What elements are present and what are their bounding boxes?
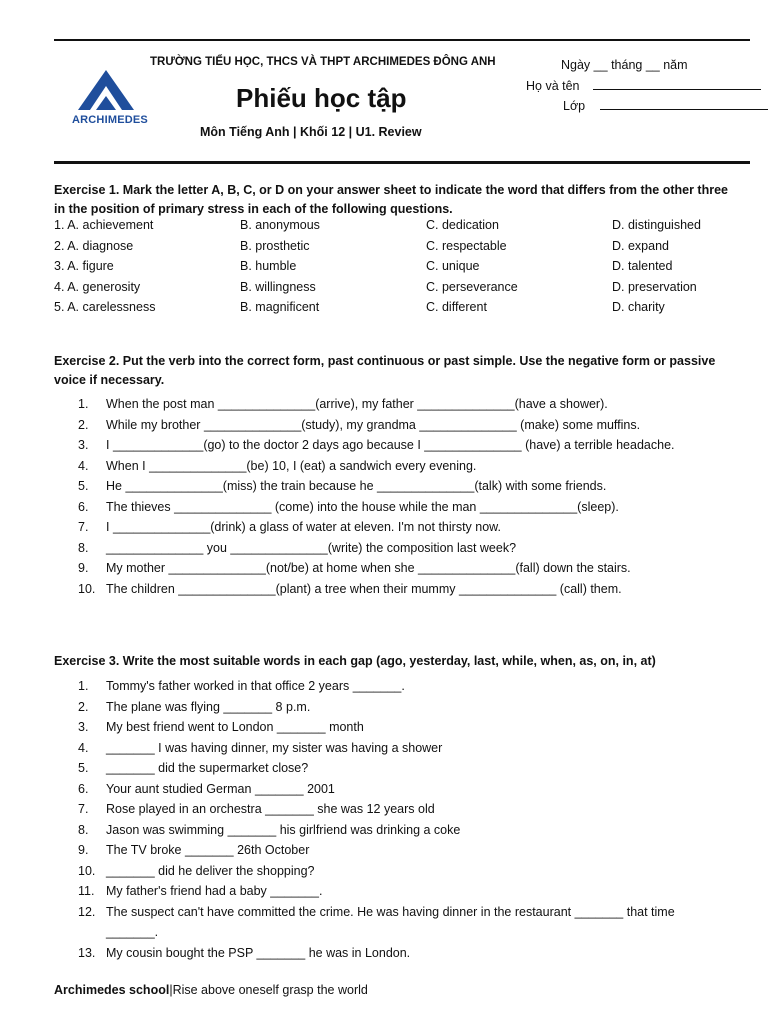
mc-option-c[interactable]: C. respectable <box>426 238 507 253</box>
item-number: 2. <box>78 417 89 432</box>
item-number: 5. <box>78 479 89 493</box>
list-item <box>54 758 724 779</box>
list-item <box>54 517 724 538</box>
month-blank[interactable]: __ <box>645 58 660 72</box>
item-number: 11. <box>78 884 95 898</box>
item-number: 8. <box>78 822 89 837</box>
class-line <box>563 98 768 113</box>
mc-question-row <box>54 259 754 279</box>
item-number: 1. <box>78 679 89 693</box>
item-text: My cousin bought the PSP _______ he was in London. <box>106 945 411 960</box>
mc-option-d[interactable]: D. talented <box>612 259 673 273</box>
list-item <box>54 435 724 456</box>
footer-slogan: Rise above oneself grasp the world <box>172 983 368 997</box>
item-text: _______ did the supermarket close? <box>106 761 309 775</box>
item-text: The TV broke _______ 26th October <box>106 843 310 857</box>
item-number: 9. <box>78 561 89 575</box>
mc-option-a[interactable]: 4. A. generosity <box>54 279 141 294</box>
mc-option-d[interactable]: D. preservation <box>612 279 697 294</box>
list-item <box>54 394 724 415</box>
mc-option-d[interactable]: D. distinguished <box>612 218 701 232</box>
archimedes-logo <box>72 68 148 126</box>
list-item <box>54 799 724 820</box>
list-item <box>54 538 724 559</box>
item-text: Jason was swimming _______ his girlfriend was drinking a coke <box>106 822 461 837</box>
list-item <box>54 476 724 497</box>
header-divider <box>54 161 750 164</box>
item-text: ______________ you ______________(write) the composition last week? <box>106 540 517 555</box>
footer-separator: | <box>169 983 173 997</box>
list-item <box>54 881 724 902</box>
item-text: When the post man ______________(arrive), my father ______________(have a shower). <box>106 397 608 411</box>
mc-option-c[interactable]: C. perseverance <box>426 279 518 294</box>
mc-option-a[interactable]: 2. A. diagnose <box>54 238 134 253</box>
item-text: Tommy's father worked in that office 2 years _______. <box>106 679 405 693</box>
item-number: 12. <box>78 904 96 919</box>
mc-option-d[interactable]: D. charity <box>612 300 665 314</box>
item-number: 8. <box>78 540 89 555</box>
item-number: 7. <box>78 802 89 816</box>
item-text: I _____________(go) to the doctor 2 days ago because I ______________ (have) a terrible headache. <box>106 438 675 452</box>
item-text: _______ did he deliver the shopping? <box>106 863 315 878</box>
mc-question-row <box>54 239 754 259</box>
item-text: The plane was flying _______ 8 p.m. <box>106 699 311 714</box>
item-number: 10. <box>78 863 96 878</box>
list-item <box>54 943 724 964</box>
footer <box>54 983 368 997</box>
exercise2-title: Exercise 2. Put the verb into the correct form, past continuous or past simple. Use the negative form or passive voice if necessary. <box>54 354 716 387</box>
list-item <box>54 676 724 697</box>
list-item <box>54 558 724 579</box>
mc-option-b[interactable]: B. anonymous <box>240 218 320 232</box>
item-number: 1. <box>78 397 89 411</box>
mc-option-d[interactable]: D. expand <box>612 238 669 253</box>
item-number: 3. <box>78 438 89 452</box>
item-text: Rose played in an orchestra _______ she was 12 years old <box>106 802 435 816</box>
list-item <box>54 820 724 841</box>
mc-option-a[interactable]: 5. A. carelessness <box>54 300 156 314</box>
list-item <box>54 456 724 477</box>
mc-option-b[interactable]: B. prosthetic <box>240 238 310 253</box>
mc-option-b[interactable]: B. willingness <box>240 279 316 294</box>
mc-option-b[interactable]: B. magnificent <box>240 300 320 314</box>
exercise3-title: Exercise 3. Write the most suitable words in each gap (ago, yesterday, last, while, when, as, on, in, at) <box>54 654 656 668</box>
item-number: 6. <box>78 781 89 796</box>
list-item <box>54 415 724 436</box>
mc-option-c[interactable]: C. different <box>426 300 487 314</box>
mc-option-c[interactable]: C. unique <box>426 259 480 273</box>
name-label: Họ và tên <box>526 79 580 93</box>
list-item <box>54 861 724 882</box>
item-text: When I ______________(be) 10, I (eat) a sandwich every evening. <box>106 458 477 473</box>
item-text: _______ I was having dinner, my sister was having a shower <box>106 740 443 755</box>
item-number: 3. <box>78 720 89 734</box>
class-label: Lớp <box>563 99 586 113</box>
item-number: 9. <box>78 843 89 857</box>
item-text: I ______________(drink) a glass of water at eleven. I'm not thirsty now. <box>106 520 501 534</box>
item-text: The thieves ______________ (come) into the house while the man ______________(sleep). <box>106 499 619 514</box>
item-text: He ______________(miss) the train because he ______________(talk) with some friends. <box>106 479 607 493</box>
mc-option-c[interactable]: C. dedication <box>426 218 499 232</box>
mc-option-b[interactable]: B. humble <box>240 259 297 273</box>
item-text: The suspect can't have committed the crime. He was having dinner in the restaurant _______ that time _______. <box>106 904 675 939</box>
mc-question-row <box>54 300 754 320</box>
exercise1-title: Exercise 1. Mark the letter A, B, C, or D on your answer sheet to indicate the word that differs from the other three in the position of primary stress in each of the following questions. <box>54 183 728 216</box>
item-text: The children ______________(plant) a tree when their mummy ______________ (call) them. <box>106 581 622 596</box>
item-number: 6. <box>78 499 89 514</box>
page-title: Phiếu học tập <box>236 83 407 113</box>
item-number: 13. <box>78 945 96 960</box>
mc-option-a[interactable]: 3. A. figure <box>54 259 114 273</box>
date-line: Ngày __ tháng __ năm <box>561 58 688 72</box>
item-number: 5. <box>78 761 89 775</box>
list-item <box>54 840 724 861</box>
item-text: My father's friend had a baby _______. <box>106 884 323 898</box>
item-number: 2. <box>78 699 89 714</box>
footer-school: Archimedes school <box>54 983 170 997</box>
name-line <box>526 78 761 93</box>
day-blank[interactable]: __ <box>593 58 608 72</box>
logo-triangle-icon <box>76 68 136 112</box>
item-number: 4. <box>78 740 89 755</box>
list-item <box>54 579 724 600</box>
class-field[interactable] <box>600 98 768 110</box>
exercise3-list <box>54 676 724 963</box>
list-item <box>54 902 724 943</box>
mc-option-a[interactable]: 1. A. achievement <box>54 218 154 232</box>
item-number: 7. <box>78 520 89 534</box>
page-subtitle: Môn Tiếng Anh | Khối 12 | U1. Review <box>200 125 422 139</box>
logo-text: ARCHIMEDES <box>72 114 148 126</box>
item-text: My mother ______________(not/be) at home when she ______________(fall) down the stairs. <box>106 561 631 575</box>
exercise2-list <box>54 394 724 599</box>
list-item <box>54 779 724 800</box>
list-item <box>54 497 724 518</box>
list-item <box>54 738 724 759</box>
item-number: 4. <box>78 458 89 473</box>
item-number: 10. <box>78 581 96 596</box>
item-text: Your aunt studied German _______ 2001 <box>106 781 335 796</box>
school-name: TRƯỜNG TIỂU HỌC, THCS VÀ THPT ARCHIMEDES ĐÔNG ANH <box>150 56 496 68</box>
item-text: My best friend went to London _______ month <box>106 720 364 734</box>
mc-question-row <box>54 218 754 238</box>
item-text: While my brother ______________(study), my grandma ______________ (make) some muffins. <box>106 417 641 432</box>
list-item <box>54 697 724 718</box>
list-item <box>54 717 724 738</box>
name-field[interactable] <box>593 78 761 90</box>
mc-question-row <box>54 280 754 300</box>
top-rule <box>54 39 750 41</box>
